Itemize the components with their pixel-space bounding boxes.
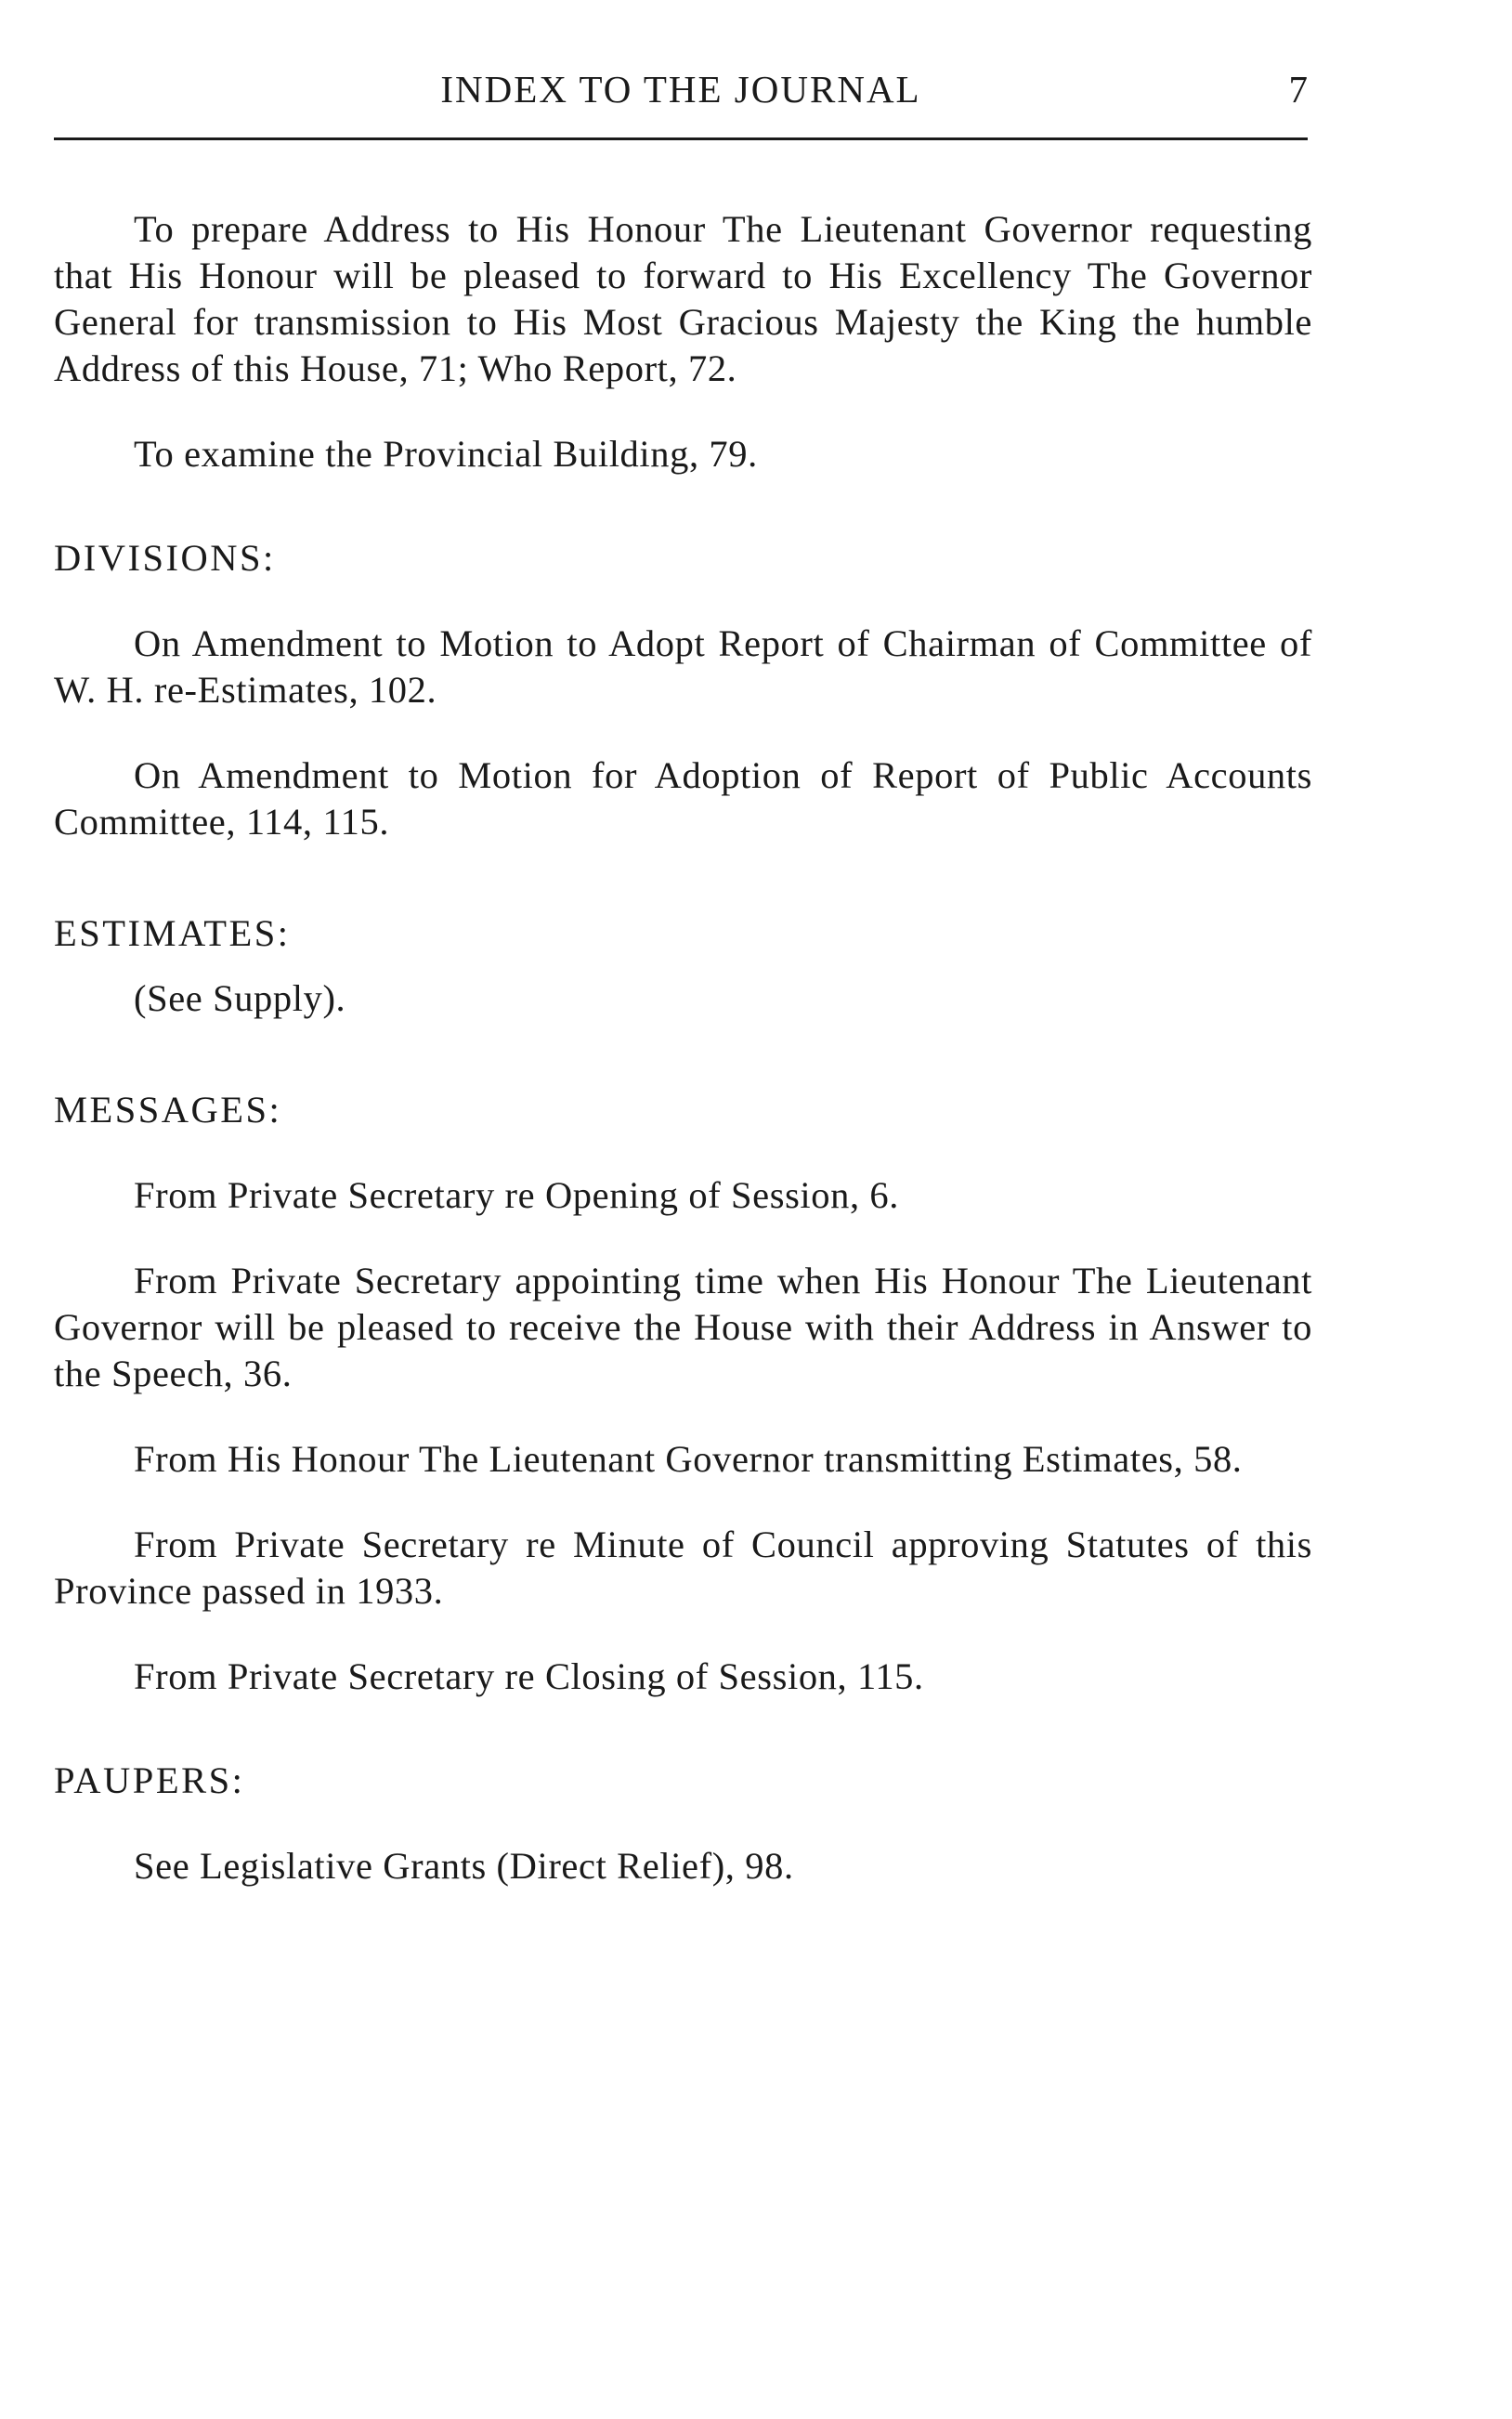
section-heading-estimates: ESTIMATES: xyxy=(54,912,291,954)
header-rule xyxy=(54,137,1308,140)
section-heading-messages: MESSAGES: xyxy=(54,1089,282,1131)
section-heading-paupers: PAUPERS: xyxy=(54,1759,245,1801)
division-entry: On Amendment to Motion to Adopt Report of Chairman of Committee of W. H. re-Estimates, 102. xyxy=(54,622,1312,711)
message-entry: From Private Secretary re Closing of Session, 115. xyxy=(134,1655,924,1697)
index-body xyxy=(54,206,1312,1929)
page-number: 7 xyxy=(1288,68,1308,111)
paupers-entry: See Legislative Grants (Direct Relief), 98. xyxy=(134,1845,794,1887)
committee-entry: To prepare Address to His Honour The Lieutenant Governor requesting that His Honour will be pleased to forward to His Excellency The Governor General for transmission to His Most Gracious Majesty the King the humble Address of this House, 71; Who Report, 72. xyxy=(54,208,1312,389)
division-entry: On Amendment to Motion for Adoption of Report of Public Accounts Committee, 114, 115. xyxy=(54,754,1312,843)
message-entry: From His Honour The Lieutenant Governor transmitting Estimates, 58. xyxy=(134,1438,1243,1480)
estimates-entry: (See Supply). xyxy=(134,977,346,1019)
running-title: INDEX TO THE JOURNAL xyxy=(440,68,921,111)
section-heading-divisions: DIVISIONS: xyxy=(54,537,276,579)
message-entry: From Private Secretary re Opening of Session, 6. xyxy=(134,1174,900,1216)
message-entry: From Private Secretary appointing time when His Honour The Lieutenant Governor will be pleased to receive the House with their Address in Answer to the Speech, 36. xyxy=(54,1260,1312,1394)
committee-entry: To examine the Provincial Building, 79. xyxy=(134,433,758,475)
message-entry: From Private Secretary re Minute of Council approving Statutes of this Province passed in 1933. xyxy=(54,1523,1312,1612)
page-header xyxy=(54,67,1308,123)
